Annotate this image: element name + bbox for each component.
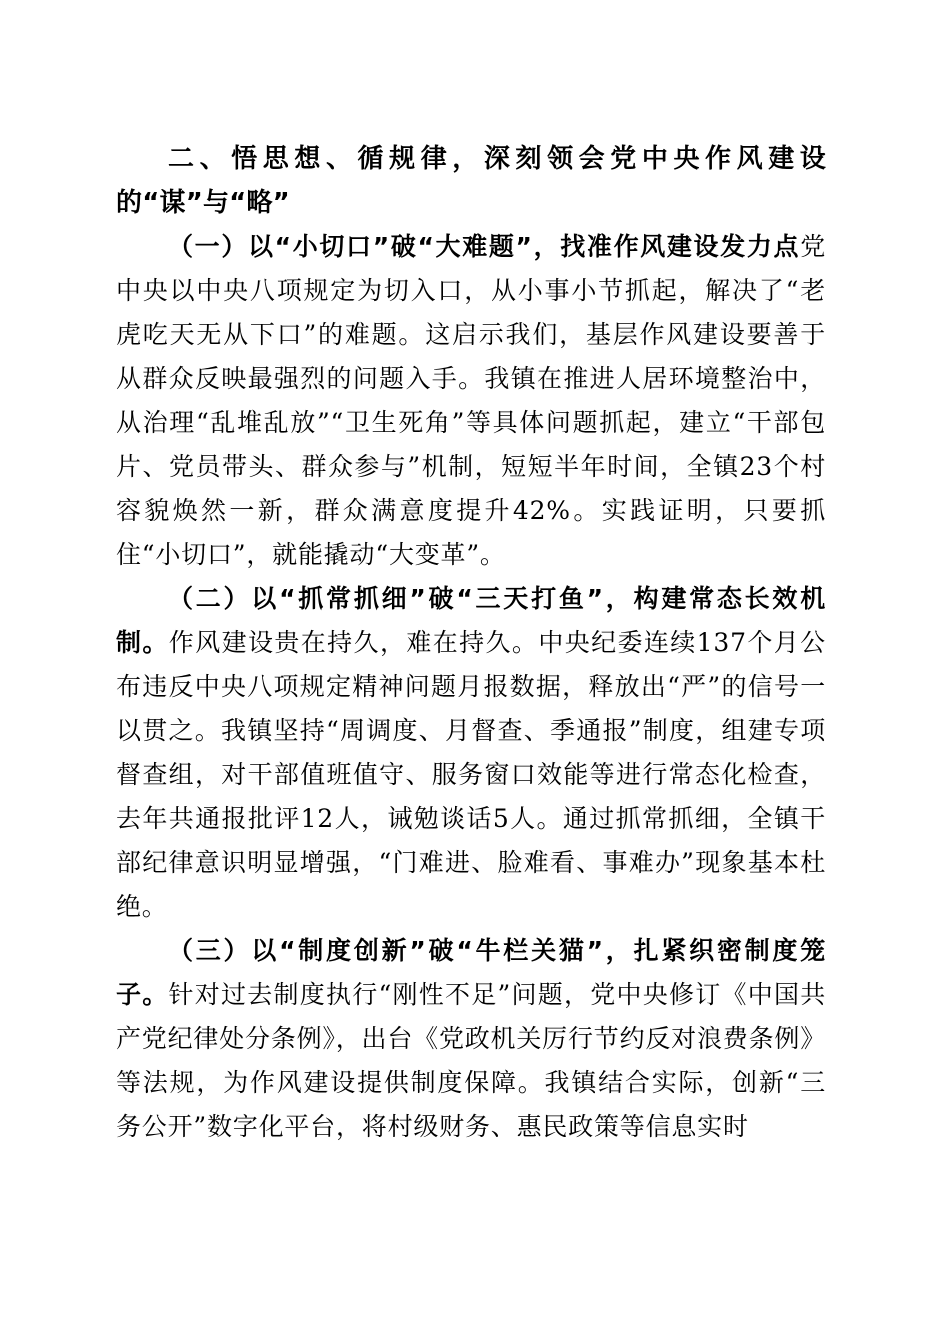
- paragraph-3-body: 针对过去制度执行“刚性不足”问题，党中央修订《中国共产党纪律处分条例》，出台《党政机关厉行节约反对浪费条例》等法规，为作风建设提供制度保障。我镇结合实际，创新“三务公开”数字化平台，将村级财务、惠民政策等信息实时: [116, 980, 826, 1141]
- paragraph-3: [116, 929, 826, 1149]
- paragraph-2: [116, 577, 826, 929]
- paragraph-1-body: 党中央以中央八项规定为切入口，从小事小节抓起，解决了“老虎吃天无从下口”的难题。这启示我们，基层作风建设要善于从群众反映最强烈的问题入手。我镇在推进人居环境整治中，从治理“乱堆乱放”“卫生死角”等具体问题抓起，建立“干部包片、党员带头、群众参与”机制，短短半年时间，全镇23个村容貌焕然一新，群众满意度提升42%。实践证明，只要抓住“小切口”，就能撬动“大变革”。: [116, 232, 826, 569]
- document-page: [116, 137, 826, 1149]
- paragraph-3-heading: （三）以“制度创新”破“牛栏关猫”，扎紧织密制度笼子。: [116, 936, 826, 1009]
- paragraph-2-body: 作风建设贵在持久，难在持久。中央纪委连续137个月公布违反中央八项规定精神问题月报数据，释放出“严”的信号一以贯之。我镇坚持“周调度、月督查、季通报”制度，组建专项督查组，对干部值班值守、服务窗口效能等进行常态化检查，去年共通报批评12人，诫勉谈话5人。通过抓常抓细，全镇干部纪律意识明显增强，“门难进、脸难看、事难办”现象基本杜绝。: [116, 628, 826, 921]
- paragraph-1: [116, 225, 826, 577]
- paragraph-2-heading: （二）以“抓常抓细”破“三天打鱼”，构建常态长效机制。: [116, 584, 826, 657]
- paragraph-1-heading: （一）以“小切口”破“大难题”，找准作风建设发力点: [168, 232, 801, 261]
- section-title: 二、悟思想、循规律，深刻领会党中央作风建设的“谋”与“略”: [116, 144, 826, 218]
